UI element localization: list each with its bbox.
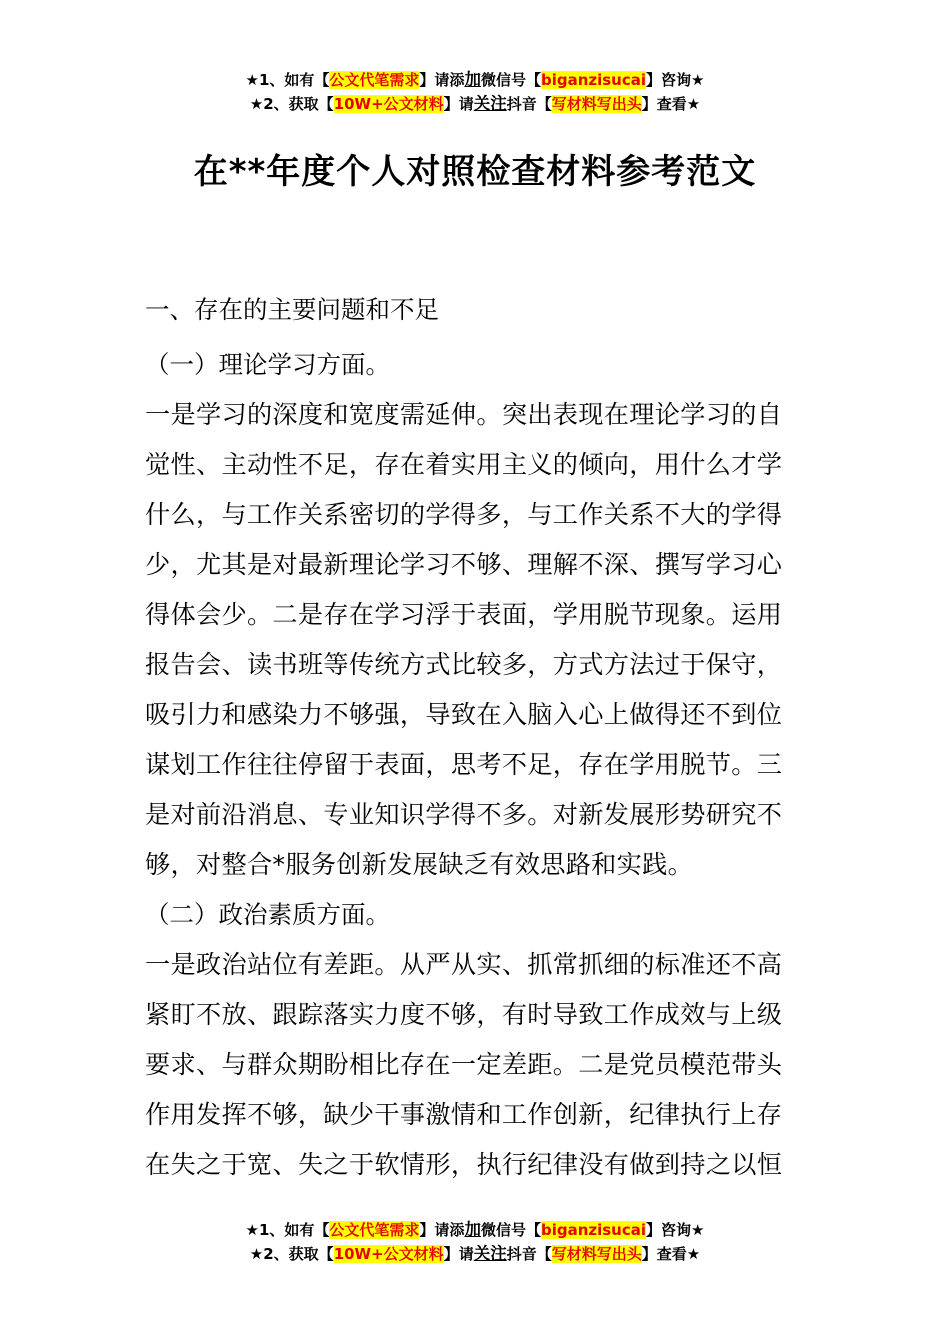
document-body	[145, 290, 810, 1190]
banner-text: 】请添	[419, 71, 465, 89]
banner-line-1	[0, 1218, 950, 1242]
paragraph-line: 是对前沿消息、专业知识学得不多。对新发展形势研究不	[145, 800, 783, 829]
highlight-materials: 10W+公文材料	[333, 1245, 444, 1263]
paragraph-line: 报告会、读书班等传统方式比较多，方式方法过于保守，	[145, 650, 783, 679]
paragraph-line: 够，对整合*服务创新发展缺乏有效思路和实践。	[145, 850, 694, 879]
bottom-banner	[0, 1218, 950, 1266]
paragraph-line: 紧盯不放、跟踪落实力度不够，有时导致工作成效与上级	[145, 1000, 783, 1029]
underlined-text: 关注	[473, 94, 507, 113]
section-heading: 一、存在的主要问题和不足	[145, 295, 439, 324]
banner-line-2	[0, 92, 950, 116]
paragraph-line: 要求、与群众期盼相比存在一定差距。二是党员模范带头	[145, 1050, 783, 1079]
banner-text: 抖音【	[506, 1245, 552, 1263]
banner-text: 】咨询★	[646, 71, 705, 89]
banner-text: ★1、如有【	[245, 1221, 330, 1239]
banner-text: 】查看★	[641, 95, 701, 113]
banner-text: 微信号【	[480, 1221, 541, 1239]
highlight-douyin-account: 写材料写出头	[551, 95, 642, 113]
banner-text: ★2、获取【	[249, 95, 334, 113]
highlight-materials: 10W+公文材料	[333, 95, 444, 113]
banner-text: 】咨询★	[646, 1221, 705, 1239]
banner-text: 】请	[443, 95, 474, 113]
subsection-heading: （一）理论学习方面。	[145, 350, 390, 379]
paragraph-line: 少，尤其是对最新理论学习不够、理解不深、撰写学习心	[145, 550, 783, 579]
highlight-service: 公文代笔需求	[329, 71, 420, 89]
underlined-text: 加	[464, 1220, 481, 1239]
highlight-service: 公文代笔需求	[329, 1221, 420, 1239]
paragraph-theory-study	[145, 390, 810, 890]
paragraph-line: 得体会少。二是存在学习浮于表面，学用脱节现象。运用	[145, 600, 783, 629]
banner-text: 】请添	[419, 1221, 465, 1239]
highlight-wechat-id: biganzisucai	[540, 71, 647, 89]
paragraph-line: 谋划工作往往停留于表面，思考不足，存在学用脱节。三	[145, 750, 783, 779]
highlight-douyin-account: 写材料写出头	[551, 1245, 642, 1263]
paragraph-line: 一是学习的深度和宽度需延伸。突出表现在理论学习的自	[145, 400, 783, 429]
paragraph-line: 觉性、主动性不足，存在着实用主义的倾向，用什么才学	[145, 450, 783, 479]
paragraph-line: 一是政治站位有差距。从严从实、抓常抓细的标准还不高	[145, 950, 783, 979]
banner-text: 】查看★	[641, 1245, 701, 1263]
banner-text: 微信号【	[480, 71, 541, 89]
banner-text: ★2、获取【	[249, 1245, 334, 1263]
document-title: 在**年度个人对照检查材料参考范文	[193, 152, 757, 192]
top-banner	[0, 68, 950, 116]
highlight-wechat-id: biganzisucai	[540, 1221, 647, 1239]
banner-line-1	[0, 68, 950, 92]
banner-text: ★1、如有【	[245, 71, 330, 89]
paragraph-line: 吸引力和感染力不够强，导致在入脑入心上做得还不到位	[145, 700, 783, 729]
paragraph-line: 作用发挥不够，缺少干事激情和工作创新，纪律执行上存	[145, 1100, 783, 1129]
banner-text: 抖音【	[506, 95, 552, 113]
underlined-text: 关注	[473, 1244, 507, 1263]
underlined-text: 加	[464, 70, 481, 89]
banner-text: 】请	[443, 1245, 474, 1263]
banner-line-2	[0, 1242, 950, 1266]
subsection-heading: （二）政治素质方面。	[145, 900, 390, 929]
paragraph-political-quality	[145, 940, 810, 1190]
paragraph-line: 在失之于宽、失之于软情形，执行纪律没有做到持之以恒	[145, 1150, 783, 1179]
paragraph-line: 什么，与工作关系密切的学得多，与工作关系不大的学得	[145, 500, 783, 529]
